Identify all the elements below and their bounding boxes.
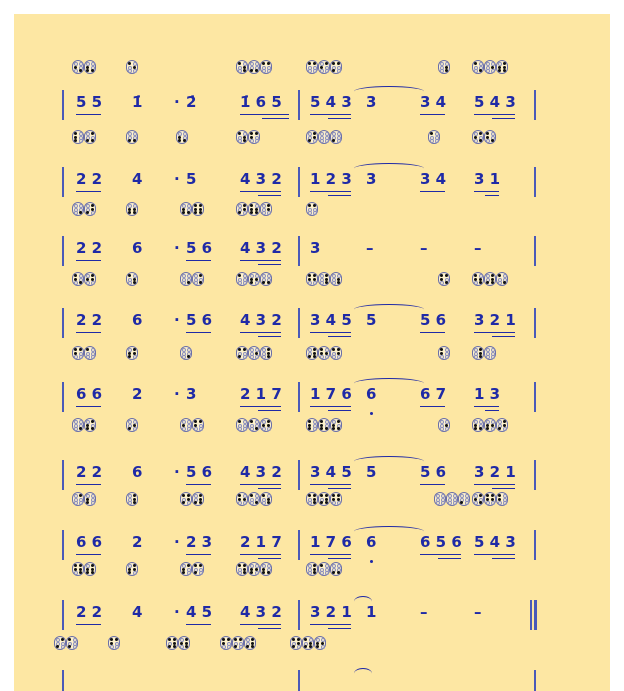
beam-underline [76,191,101,192]
note-group: 2 [132,385,143,403]
note-group: – [366,239,374,257]
barline [298,530,300,560]
note-group: 3 1 [474,170,501,188]
note-group: · [174,93,180,111]
braille-dot [262,62,265,65]
barline [534,308,536,338]
barline [298,308,300,338]
beam-underline [420,554,461,555]
braille-dot [178,139,181,142]
braille-dot [320,139,324,143]
note-group: · [174,239,180,257]
braille-dot [262,69,266,73]
beam-underline [258,558,281,559]
beam-underline [240,554,281,555]
note-group: 4 3 2 [240,239,282,257]
note-group: 2 2 [76,170,103,188]
barline [62,167,64,197]
braille-dot [255,69,258,72]
braille-dot [308,139,311,142]
braille-dot [337,139,341,143]
braille-dot [91,139,94,142]
beam-underline [310,624,351,625]
note-group: 1 [366,603,377,621]
note-group: · [174,463,180,481]
braille-cell [472,60,484,74]
braille-dot [308,69,312,73]
braille-cell [484,60,496,74]
note-group: 6 [132,311,143,329]
braille-dot [474,139,478,143]
note-group: 4 3 2 [240,311,282,329]
tie-arc [354,668,372,679]
note-group: 6 6 [76,385,103,403]
note-group: 4 3 2 [240,603,282,621]
braille-dot [474,355,478,359]
barline [534,670,536,691]
beam-underline [328,558,351,559]
tie-arc [354,456,424,467]
note-group: · [174,311,180,329]
braille-dot [133,355,137,359]
barline [62,382,64,412]
note-group: 2̇ [186,93,197,111]
note-group: 3 4 5 [310,311,352,329]
note-group: 6 [366,533,377,551]
beam-underline [474,332,515,333]
braille-dot [325,139,329,143]
braille-cell [126,60,138,74]
braille-cell [260,60,272,74]
braille-dot [183,139,186,142]
beam-underline [76,332,101,333]
barline [534,167,536,197]
beam-underline [492,488,515,489]
beam-underline [76,114,101,115]
staff-line [14,600,610,646]
braille-dot [86,69,89,72]
braille-dot [332,355,336,359]
braille-dot [325,69,329,73]
braille-dot [79,69,82,72]
braille-dot [128,139,131,142]
beam-underline [310,332,351,333]
note-group: 2 2 [76,239,103,257]
staff-line [14,308,610,354]
beam-underline [492,558,515,559]
barline [62,308,64,338]
note-group: 5 6 [186,239,213,257]
braille-dot [128,62,131,65]
note-group: 4 5 [186,603,213,621]
barline [62,530,64,560]
braille-dot [133,69,137,73]
beam-underline [258,336,281,337]
braille-cell [306,60,318,74]
barline [534,530,536,560]
braille-dot [238,355,241,358]
braille-dot [250,69,253,72]
note-group: 1 2 3 [310,170,352,188]
braille-dot [486,139,490,143]
note-group: 5 6 [420,311,447,329]
beam-underline [76,406,101,407]
beam-underline [262,118,289,119]
note-group: 2 2 [76,311,103,329]
beam-underline [258,410,281,411]
beam-underline [420,332,445,333]
braille-dot [182,355,186,359]
braille-dot [262,355,266,359]
braille-dot [74,139,77,142]
staff-line [14,167,610,213]
braille-dot [486,69,490,73]
note-group: – [420,603,428,621]
beam-underline [474,484,515,485]
note-group: · [174,385,180,403]
barline [298,670,300,691]
braille-dot [491,139,494,142]
braille-dot [255,355,259,359]
note-group: 4 [132,170,143,188]
octave-dot [370,412,373,415]
barline [62,90,64,120]
beam-underline [328,488,351,489]
tie-arc [354,596,372,607]
beam-underline [186,332,211,333]
note-group: 2 1 7 [240,533,282,551]
note-group: – [420,239,428,257]
braille-dot [187,355,190,358]
note-group: 4 3 2 [240,170,282,188]
beam-underline [474,554,515,555]
barline [298,167,300,197]
braille-dot [435,139,439,143]
note-group: 3 4 [420,93,447,111]
note-group: 3 [310,239,321,257]
braille-dot [243,69,246,72]
braille-dot [325,355,329,359]
note-group: 1 3 [474,385,501,403]
note-group: 6 [366,385,377,403]
braille-dot [474,69,478,73]
braille-dot [474,62,477,65]
note-group: 5 4 3 [474,533,516,551]
braille-dot [243,139,246,142]
barline [298,460,300,490]
beam-underline [438,558,461,559]
staff-line [14,90,610,136]
beam-underline [492,336,515,337]
beam-underline [485,410,499,411]
note-group: 1̇ [132,93,143,111]
note-group: 3 [366,93,377,111]
note-group: 3 [366,170,377,188]
braille-cell [72,60,84,74]
braille-dot [313,69,317,73]
braille-dot [325,62,328,65]
braille-dot [308,62,311,65]
beam-underline [310,406,351,407]
braille-dot [250,355,254,359]
note-group: 2 2 [76,603,103,621]
note-group: 3 4 [420,170,447,188]
beam-underline [474,406,499,407]
note-group: 3 2 1 [474,311,516,329]
beam-underline [310,554,351,555]
beam-underline [328,336,351,337]
braille-dot [503,62,506,65]
beam-underline [420,484,445,485]
barline [298,90,300,120]
braille-dot [337,62,340,65]
braille-dot [267,62,270,65]
note-group: 6 7 [420,385,447,403]
braille-cell [236,60,248,74]
note-group: 1̇ 6 5 [240,93,282,111]
beam-underline [492,118,515,119]
octave-dot [370,560,373,563]
beam-underline [240,191,281,192]
braille-dot [74,69,78,73]
beam-underline [240,332,281,333]
barline [62,460,64,490]
barline [534,460,536,490]
beam-underline [186,484,211,485]
note-group: 6 5 6 [420,533,462,551]
note-group: 6 6 [76,533,103,551]
braille-dot [308,355,311,358]
braille-dot [267,69,271,73]
beam-underline [240,406,281,407]
braille-dot [267,355,270,358]
tie-arc [354,86,424,97]
braille-dot [79,355,83,359]
barline [62,600,64,630]
braille-dot [313,62,316,65]
beam-underline [474,191,499,192]
braille-cell [496,60,508,74]
beam-underline [186,624,211,625]
braille-dot [238,69,242,73]
barline [62,670,64,691]
note-group: 5 [366,463,377,481]
beam-underline [258,488,281,489]
note-group: · [174,170,180,188]
braille-dot [238,62,241,65]
braille-dot [337,69,341,73]
braille-dot [479,69,482,72]
barline [534,236,536,266]
braille-dot [128,69,132,73]
braille-dot [337,355,341,359]
beam-underline [258,195,281,196]
barline [298,236,300,266]
braille-dot [440,355,444,359]
beam-underline [258,264,281,265]
braille-dot [313,139,317,143]
braille-dot [491,355,495,359]
staff-line [14,460,610,506]
beam-underline [328,118,351,119]
staff-line [14,530,610,576]
braille-dot [313,355,316,358]
note-group: 1 7 6 [310,385,352,403]
beam-underline [240,484,281,485]
staff-line [14,382,610,428]
barline [298,600,300,630]
beam-underline [328,410,351,411]
barline [298,382,300,412]
barline [534,90,536,120]
braille-cell [330,60,342,74]
braille-dot [332,62,335,65]
braille-dot [445,355,449,359]
braille-dot [498,69,501,72]
braille-dot [430,139,434,143]
note-group: 2 1 7 [240,385,282,403]
beam-underline [240,624,281,625]
braille-dot [440,69,444,73]
beam-underline [420,406,445,407]
beam-underline [186,554,211,555]
note-group: 3 2 1 [310,603,352,621]
note-group: 5 4 3 [310,93,352,111]
note-group: 1 7 6 [310,533,352,551]
braille-dot [332,69,335,72]
score-page [14,14,610,691]
note-group: 5 6 [420,463,447,481]
braille-dot [445,69,448,72]
beam-underline [420,114,445,115]
beam-underline [76,554,101,555]
note-group: · [174,533,180,551]
braille-dot [491,69,495,73]
tie-arc [354,378,424,389]
note-group: · [174,603,180,621]
beam-underline [240,114,289,115]
staff-line [14,236,610,282]
beam-underline [76,260,101,261]
note-group: – [474,603,482,621]
note-group: 5 [366,311,377,329]
note-group: 5 5 [76,93,103,111]
beam-underline [485,195,499,196]
note-group: 3 4 5 [310,463,352,481]
braille-cell [84,60,96,74]
tie-arc [354,526,424,537]
beam-underline [310,191,351,192]
braille-dot [128,355,131,358]
braille-dot [86,355,90,359]
note-group: – [474,239,482,257]
braille-dot [238,139,242,143]
braille-dot [91,69,94,72]
note-group: 2 3 [186,533,213,551]
beam-underline [474,114,515,115]
beam-underline [420,191,445,192]
braille-cell [248,60,260,74]
tie-arc [354,304,424,315]
beam-underline [328,628,351,629]
braille-dot [79,139,83,143]
note-group: 5 6 [186,463,213,481]
braille-row [14,58,610,78]
braille-dot [503,69,506,72]
braille-dot [320,355,324,359]
note-group: 4 [132,603,143,621]
barline [534,382,536,412]
braille-cell [318,60,330,74]
beam-underline [310,114,351,115]
note-group: 2 2 [76,463,103,481]
braille-dot [91,355,95,359]
note-group: 5 [186,170,197,188]
note-group: 3 2 1 [474,463,516,481]
final-barline [530,600,532,630]
braille-dot [486,355,490,359]
note-group: 6 [132,463,143,481]
braille-dot [250,139,254,143]
braille-dot [320,69,324,73]
braille-dot [74,355,78,359]
beam-underline [310,484,351,485]
note-group: 2 [132,533,143,551]
braille-dot [332,139,335,142]
tie-arc [354,163,424,174]
note-group: 3 [186,385,197,403]
beam-underline [76,484,101,485]
beam-underline [76,624,101,625]
beam-underline [240,260,281,261]
braille-dot [243,355,247,359]
note-group: 5 4 3 [474,93,516,111]
note-group: 5 6 [186,311,213,329]
note-group: 4 3 2 [240,463,282,481]
braille-dot [133,139,136,142]
braille-cell [438,60,450,74]
beam-underline [258,628,281,629]
braille-dot [255,139,259,143]
note-group: 6 [132,239,143,257]
barline [62,236,64,266]
braille-dot [86,139,89,142]
beam-underline [328,195,351,196]
braille-dot [479,139,482,142]
beam-underline [186,260,211,261]
braille-dot [479,355,482,358]
